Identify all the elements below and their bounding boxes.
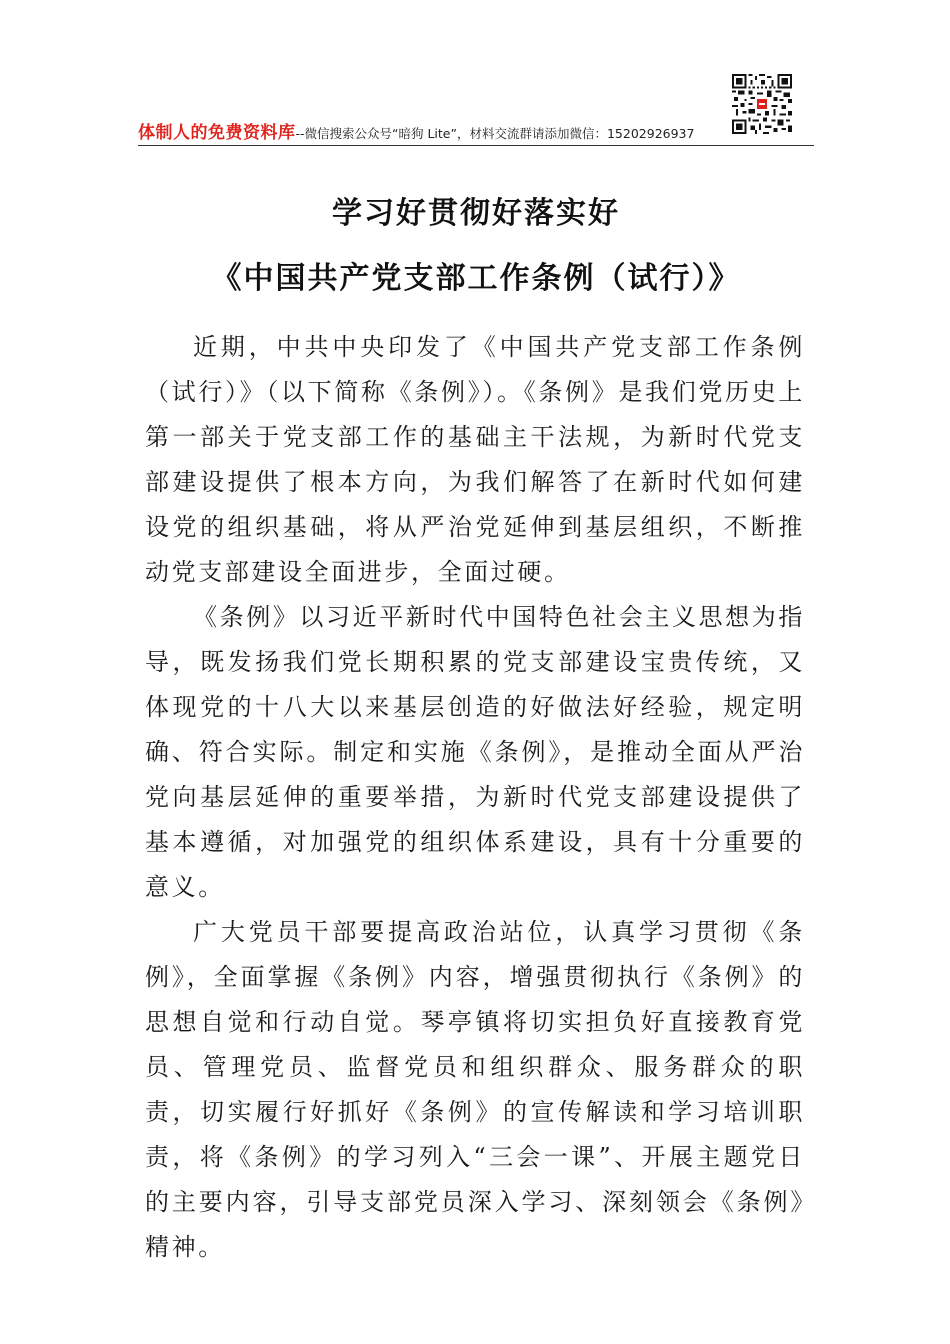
header-brand: 体制人的免费资料库 (138, 123, 296, 143)
document-body (145, 325, 805, 1270)
page-header (138, 118, 814, 146)
header-note: --微信搜索公众号“暗狗 Lite”，材料交流群请添加微信：15202926937 (295, 126, 695, 141)
body-paragraph: 广大党员干部要提高政治站位，认真学习贯彻《条例》，全面掌握《条例》内容，增强贯彻执行《条例》的思想自觉和行动自觉。琴亭镇将切实担负好直接教育党员、管理党员、监督党员和组织群众、服务群众的职责，切实履行好抓好《条例》的宣传解读和学习培训职责，将《条例》的学习列入“三会一课”、开展主题党日的主要内容，引导支部党员深入学习、深刻领会《条例》精神。 (145, 918, 805, 1261)
document-title: 学习好贯彻好落实好 (332, 196, 620, 231)
body-paragraph: 《条例》以习近平新时代中国特色社会主义思想为指导，既发扬我们党长期积累的党支部建设宝贵传统，又体现党的十八大以来基层创造的好做法好经验，规定明确、符合实际。制定和实施《条例》，是推动全面从严治党向基层延伸的重要举措，为新时代党支部建设提供了基本遵循，对加强党的组织体系建设，具有十分重要的意义。 (145, 603, 805, 901)
document-subtitle: 《中国共产党支部工作条例（试行）》 (211, 261, 741, 296)
header-divider (138, 145, 814, 146)
body-paragraph: 近期，中共中央印发了《中国共产党支部工作条例（试行）》（以下简称《条例》）。《条例》是我们党历史上第一部关于党支部工作的基础主干法规，为新时代党支部建设提供了根本方向，为我们解答了在新时代如何建设党的组织基础，将从严治党延伸到基层组织，不断推动党支部建设全面进步，全面过硬。 (145, 333, 805, 586)
